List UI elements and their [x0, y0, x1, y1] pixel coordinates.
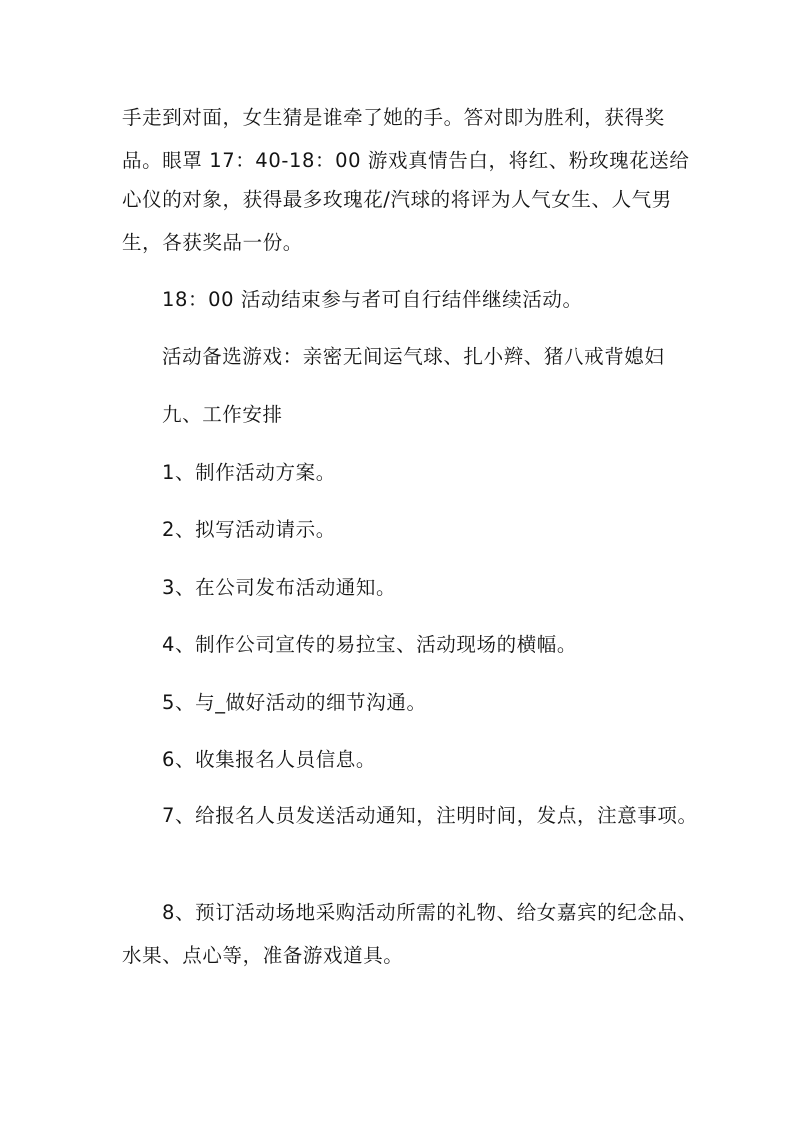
work-item: 5、与_做好活动的细节沟通。 [162, 691, 427, 714]
section-heading: 九、工作安排 [162, 403, 283, 426]
work-item-8-line: 水果、点心等，准备游戏道具。 [122, 944, 404, 967]
work-item: 1、制作活动方案。 [162, 461, 336, 484]
work-item: 6、收集报名人员信息。 [162, 748, 377, 771]
backup-games-paragraph: 活动备选游戏：亲密无间运气球、扎小辫、猪八戒背媳妇 [162, 345, 665, 368]
activity-end-paragraph: 18：00 活动结束参与者可自行结伴继续活动。 [162, 288, 583, 311]
paragraph-line: 手走到对面，女生猜是谁牵了她的手。答对即为胜利，获得奖 [122, 106, 665, 129]
work-item-8-line: 8、预订活动场地采购活动所需的礼物、给女嘉宾的纪念品、 [162, 901, 698, 924]
work-item: 4、制作公司宣传的易拉宝、活动现场的横幅。 [162, 633, 578, 656]
work-item: 3、在公司发布活动通知。 [162, 576, 397, 599]
work-item: 7、给报名人员发送活动通知，注明时间，发点，注意事项。 [162, 804, 698, 827]
paragraph-line: 生，各获奖品一份。 [122, 231, 303, 254]
paragraph-line: 心仪的对象，获得最多玫瑰花/汽球的将评为人气女生、人气男 [122, 188, 672, 211]
paragraph-line: 品。眼罩 17：40-18：00 游戏真情告白，将红、粉玫瑰花送给 [122, 149, 690, 172]
work-item: 2、拟写活动请示。 [162, 518, 336, 541]
